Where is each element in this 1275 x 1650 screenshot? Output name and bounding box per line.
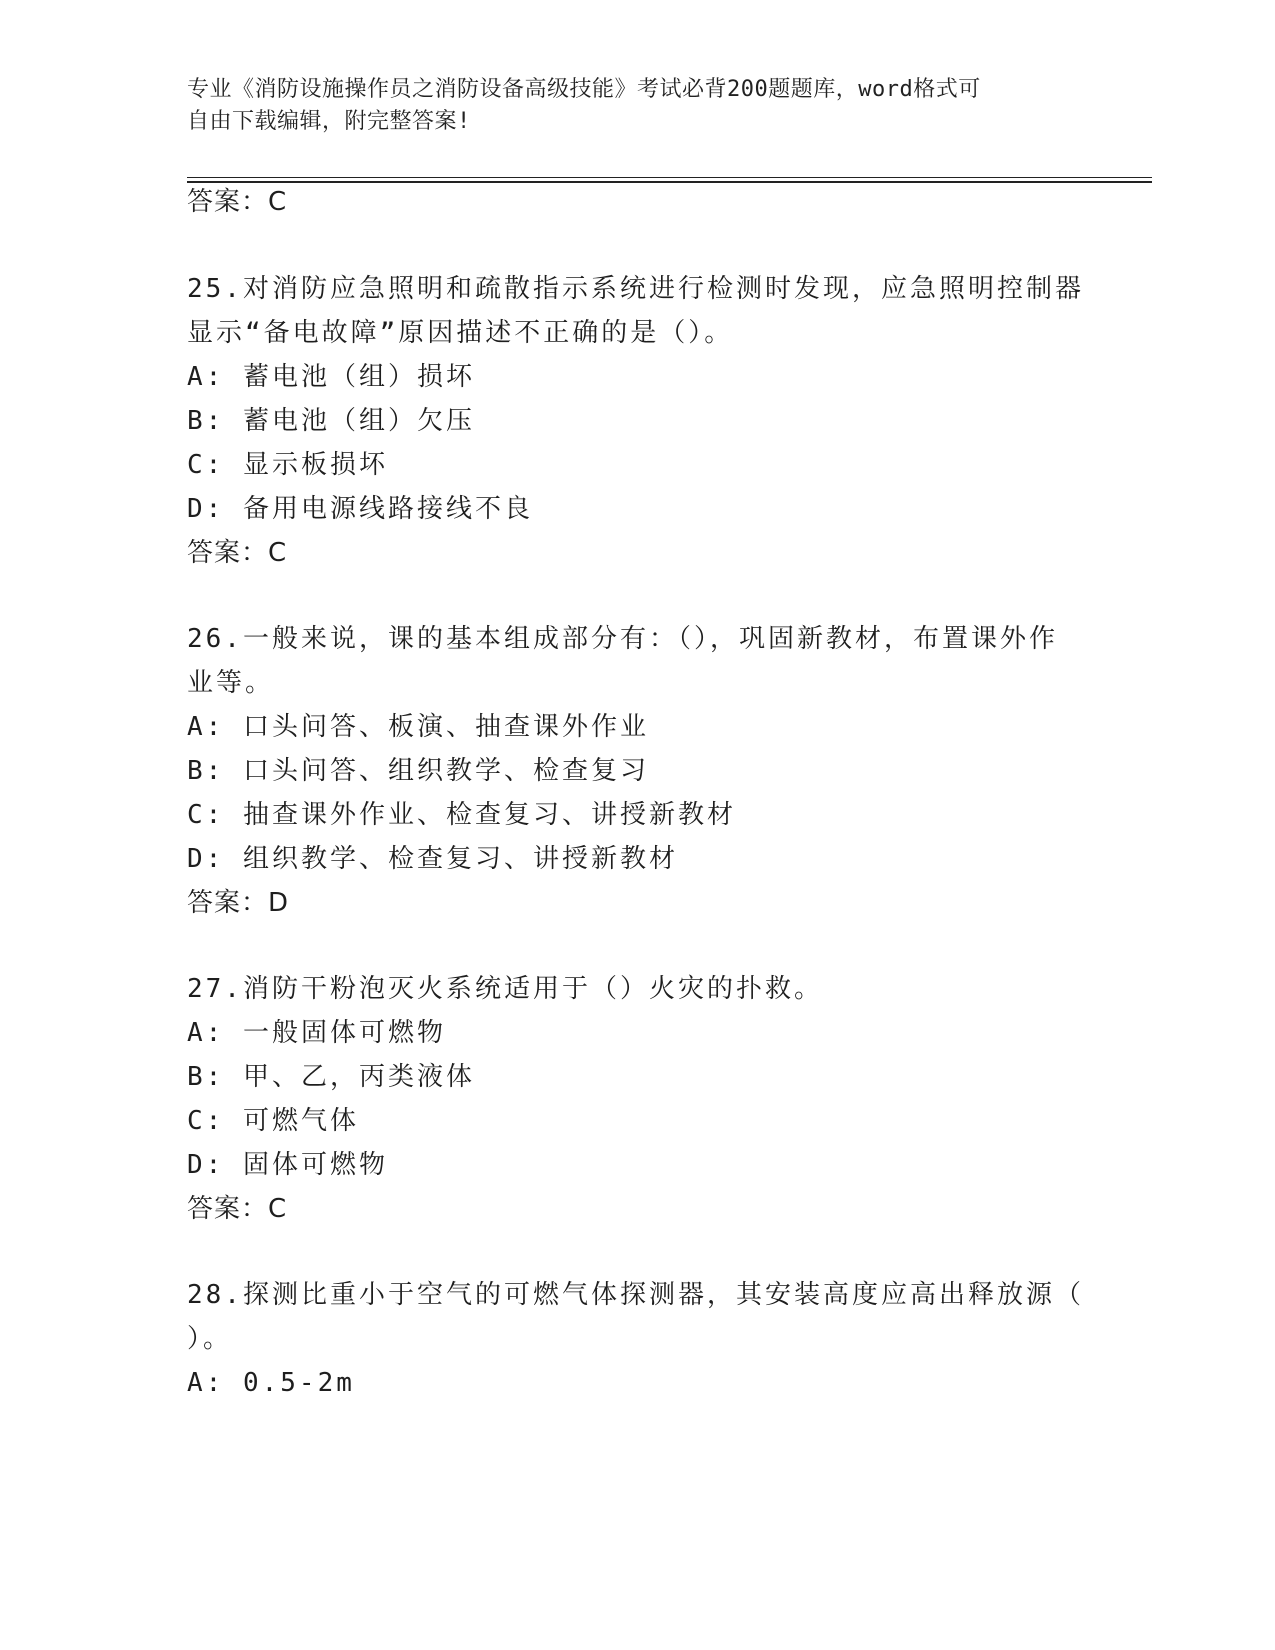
question-25-option-b: B: 蓄电池（组）欠压: [187, 406, 475, 436]
question-25-answer: 答案：C: [187, 538, 288, 568]
question-28-stem-line-2: ）。: [187, 1324, 233, 1354]
question-26-answer: 答案：D: [187, 888, 290, 918]
question-28-option-a: A: 0.5-2m: [187, 1368, 355, 1398]
header-divider-thick: [187, 181, 1152, 183]
question-27-stem-line-1: 27.消防干粉泡灭火系统适用于（）火灾的扑救。: [187, 974, 823, 1004]
question-27-option-d: D: 固体可燃物: [187, 1150, 388, 1180]
question-27-answer: 答案：C: [187, 1194, 288, 1224]
question-25-option-a: A: 蓄电池（组）损坏: [187, 362, 475, 392]
document-header: [187, 74, 1067, 138]
previous-answer: 答案：C: [187, 187, 288, 217]
question-27-option-c: C: 可燃气体: [187, 1106, 359, 1136]
question-27-option-a: A: 一般固体可燃物: [187, 1018, 446, 1048]
question-25-option-d: D: 备用电源线路接线不良: [187, 494, 533, 524]
question-26-option-c: C: 抽查课外作业、检查复习、讲授新教材: [187, 800, 736, 830]
question-27-option-b: B: 甲、乙，丙类液体: [187, 1062, 475, 1092]
question-25-stem-line-2: 显示“备电故障”原因描述不正确的是（）。: [187, 318, 734, 348]
question-26-stem-line-2: 业等。: [187, 668, 275, 698]
question-26-option-a: A: 口头问答、板演、抽查课外作业: [187, 712, 649, 742]
question-25-option-c: C: 显示板损坏: [187, 450, 388, 480]
header-line-1: 专业《消防设施操作员之消防设备高级技能》考试必背200题题库，word格式可: [187, 77, 981, 102]
question-26-stem-line-1: 26.一般来说，课的基本组成部分有：（），巩固新教材，布置课外作: [187, 624, 1058, 654]
question-26-option-d: D: 组织教学、检查复习、讲授新教材: [187, 844, 678, 874]
question-25-stem-line-1: 25.对消防应急照明和疏散指示系统进行检测时发现，应急照明控制器: [187, 274, 1084, 304]
header-divider-thin: [187, 177, 1152, 178]
question-28-stem-line-1: 28.探测比重小于空气的可燃气体探测器，其安装高度应高出释放源（: [187, 1280, 1084, 1310]
header-line-2: 自由下载编辑，附完整答案!: [187, 109, 471, 134]
question-26-option-b: B: 口头问答、组织教学、检查复习: [187, 756, 649, 786]
